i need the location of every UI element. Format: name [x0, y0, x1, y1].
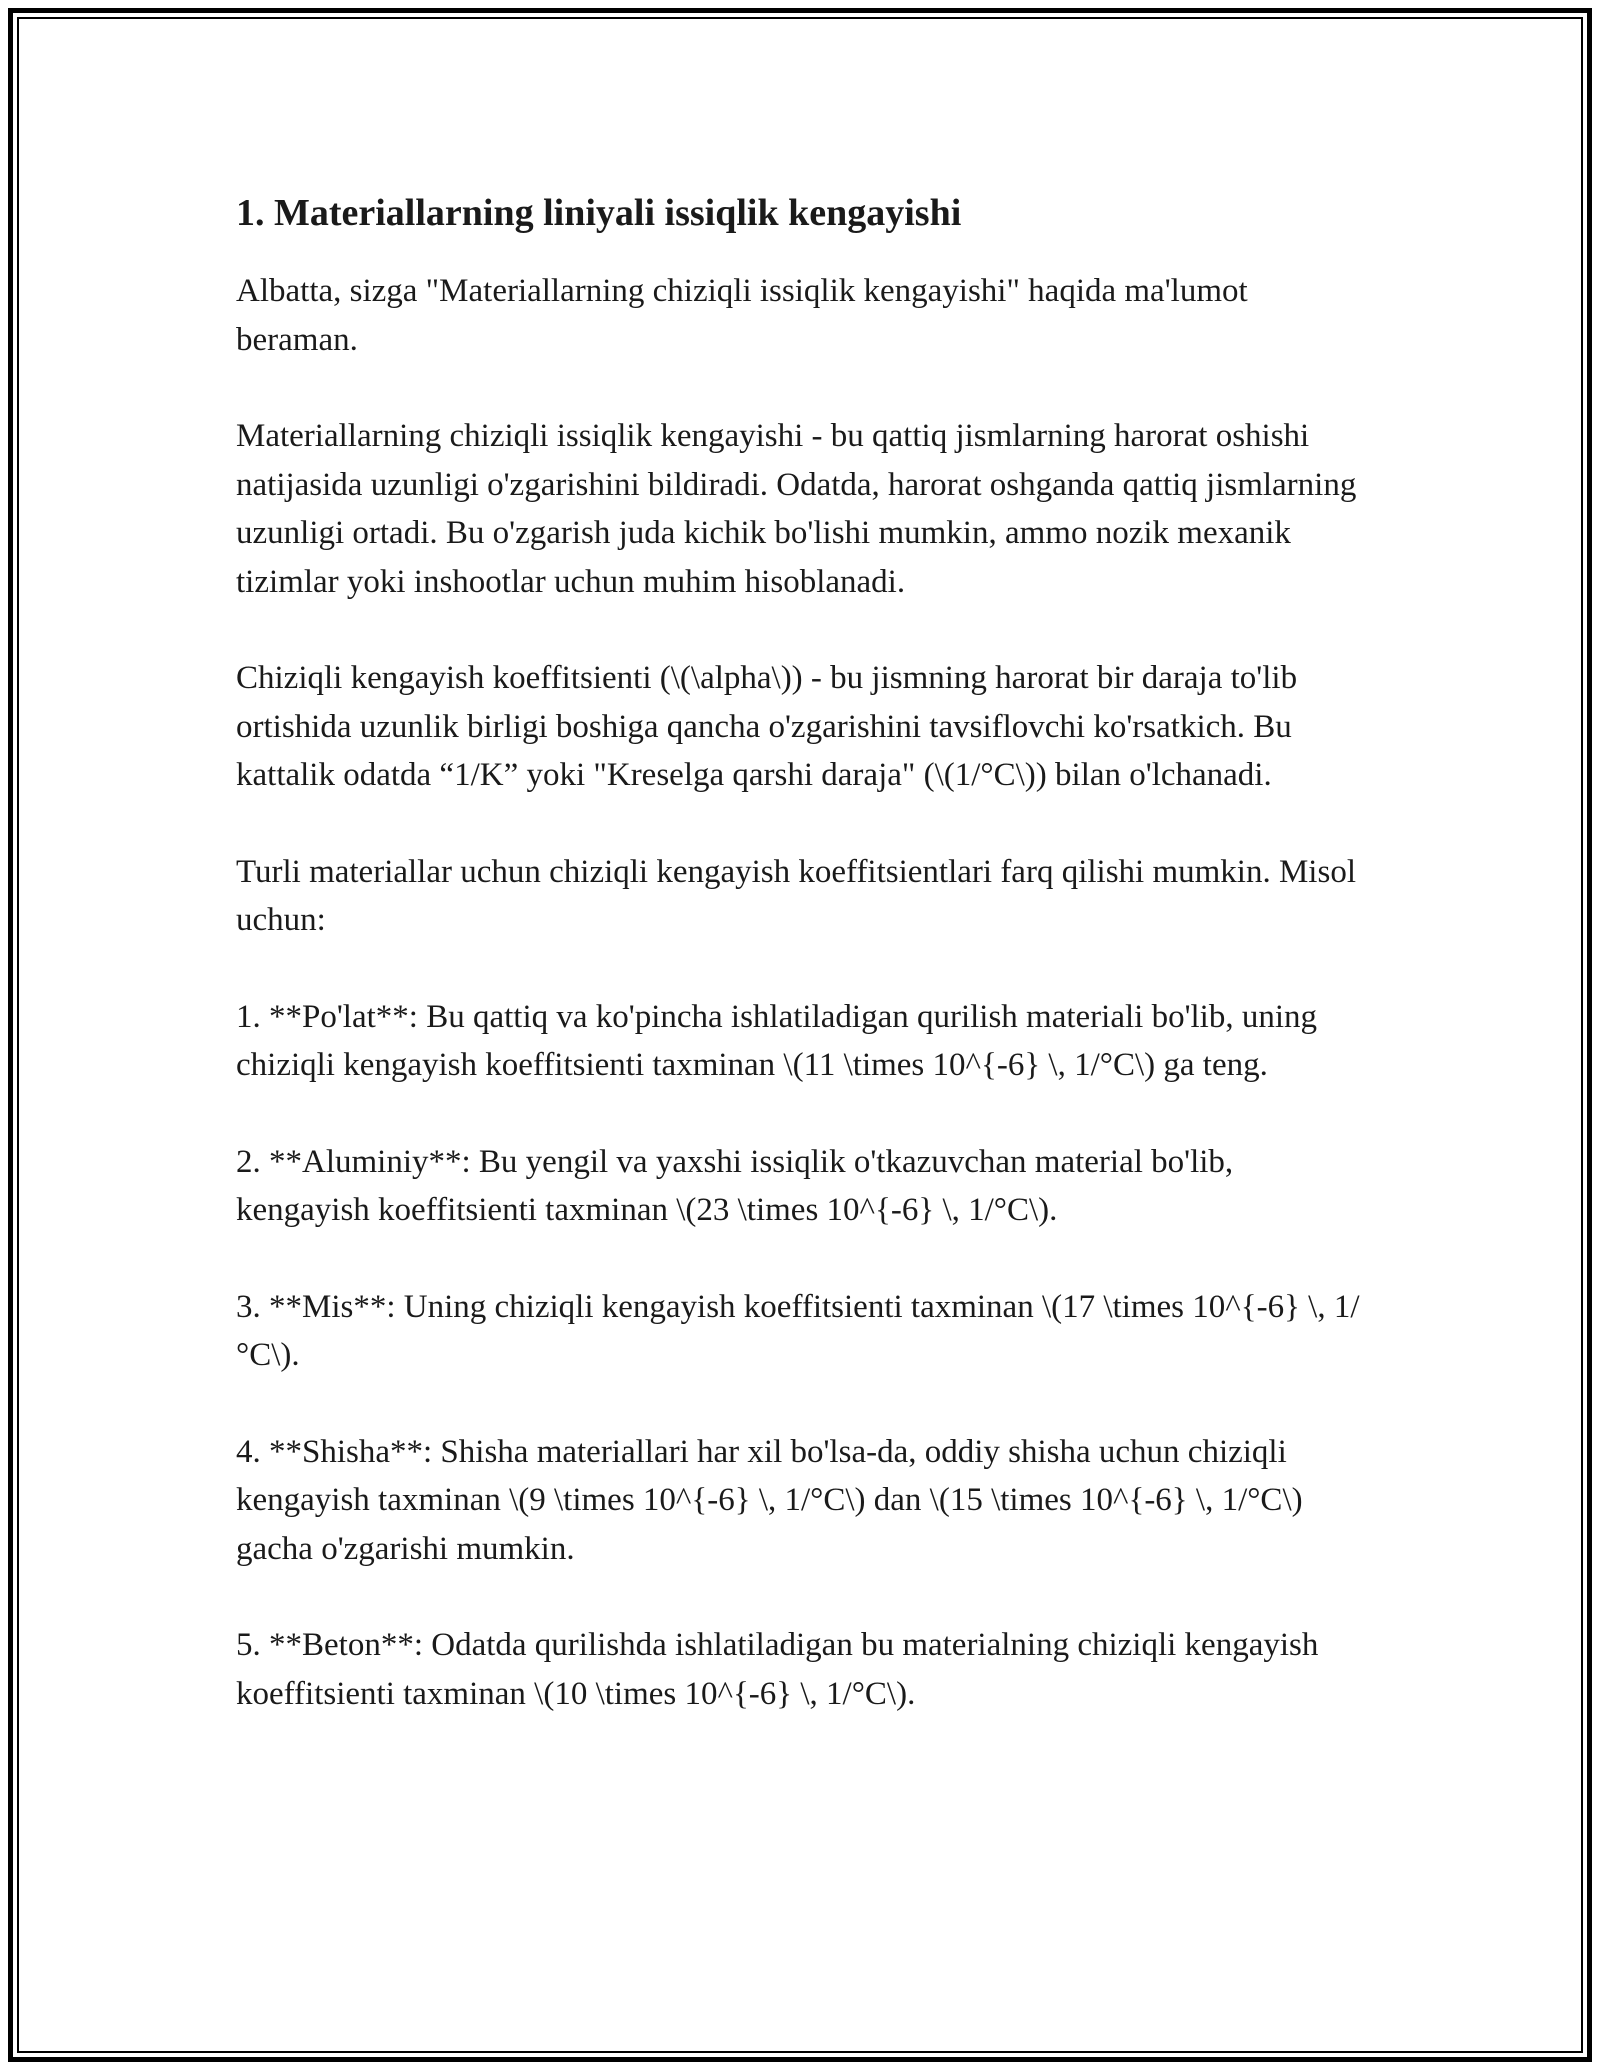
- document-body: [236, 185, 1366, 1766]
- paragraph-intro: Albatta, sizga "Materiallarning chiziqli issiqlik kengayishi" haqida ma'lumot beraman.: [236, 273, 1248, 358]
- list-item-steel: 1. **Po'lat**: Bu qattiq va ko'pincha ishlatiladigan qurilish materiali bo'lib, uning chiziqli kengayish koeffitsienti taxminan \(11 \times 10^{-6} \, 1/°C\) ga teng.: [236, 998, 1318, 1083]
- paragraph-definition: Materiallarning chiziqli issiqlik kengayishi - bu qattiq jismlarning harorat oshishi natijasida uzunligi o'zgarishini bildiradi. Odatda, harorat oshganda qattiq jismlarning uzunligi ortadi. Bu o'zgarish juda kichik bo'lishi mumkin, ammo nozik mexanik tizimlar yoki inshootlar uchun muhim hisoblanadi.: [236, 418, 1357, 600]
- paragraph-examples-intro: Turli materiallar uchun chiziqli kengayish koeffitsientlari farq qilishi mumkin. Misol uchun:: [236, 853, 1356, 938]
- list-item-copper: 3. **Mis**: Uning chiziqli kengayish koeffitsienti taxminan \(17 \times 10^{-6} \, 1/°C\).: [236, 1288, 1360, 1373]
- document-heading: 1. Materiallarning liniyali issiqlik kengayishi: [236, 192, 962, 234]
- list-item-concrete: 5. **Beton**: Odatda qurilishda ishlatiladigan bu materialning chiziqli kengayish koeffitsienti taxminan \(10 \times 10^{-6} \, 1/°C\).: [236, 1627, 1319, 1712]
- paragraph-coefficient: Chiziqli kengayish koeffitsienti (\(\alpha\)) - bu jismning harorat bir daraja to'lib ortishida uzunlik birligi boshiga qancha o'zgarishini tavsiflovchi ko'rsatkich. Bu kattalik odatda “1/K” yoki "Kreselga qarshi daraja" (\(1/°C\)) bilan o'lchanadi.: [236, 660, 1298, 793]
- list-item-glass: 4. **Shisha**: Shisha materiallari har xil bo'lsa-da, oddiy shisha uchun chiziqli kengayish taxminan \(9 \times 10^{-6} \, 1/°C\) dan \(15 \times 10^{-6} \, 1/°C\) gacha o'zgarishi mumkin.: [236, 1433, 1303, 1567]
- list-item-aluminium: 2. **Aluminiy**: Bu yengil va yaxshi issiqlik o'tkazuvchan material bo'lib, kengayish koeffitsienti taxminan \(23 \times 10^{-6} \, 1/°C\).: [236, 1143, 1234, 1228]
